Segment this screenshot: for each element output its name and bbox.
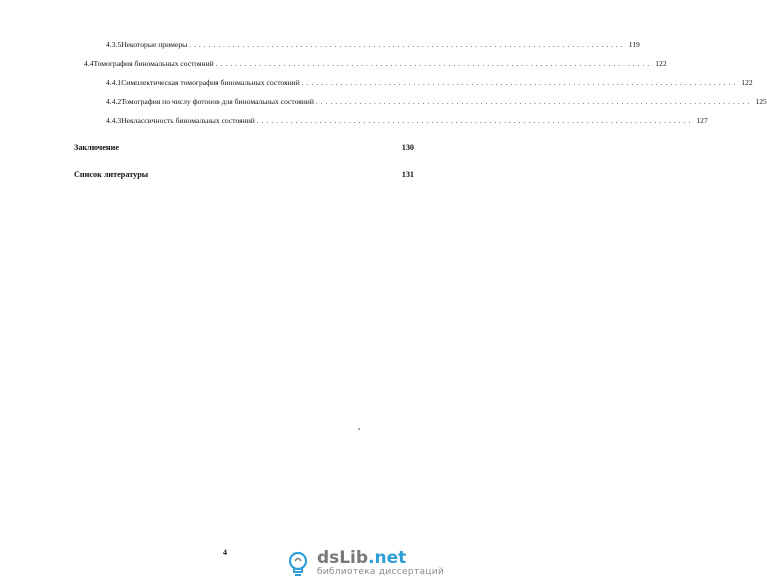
dslib-watermark[interactable] xyxy=(284,550,444,578)
watermark-tagline: библиотека диссертаций xyxy=(316,567,444,577)
toc-entry-number: 4.4.2 xyxy=(106,97,122,106)
toc-entry-title: Некоторые примеры xyxy=(121,40,188,49)
toc-chapter-references[interactable] xyxy=(74,170,414,180)
toc-chapter-conclusion[interactable] xyxy=(74,143,414,153)
toc-entry-4-4-1[interactable] xyxy=(106,78,753,88)
dot-leader: .......................................................................................... xyxy=(256,117,694,125)
watermark-brand xyxy=(317,550,406,567)
toc-entry-4-4-3[interactable] xyxy=(106,116,708,126)
toc-entry-number: 4.4.1 xyxy=(106,78,122,87)
page-number: 4 xyxy=(223,548,227,557)
toc-chapter-title: Заключение xyxy=(74,143,119,152)
watermark-brand-suffix: .net xyxy=(368,548,407,568)
toc-entry-4-3-5[interactable] xyxy=(106,40,640,50)
toc-entry-title: Неклассичность биномальных состояний xyxy=(121,116,255,125)
scan-speck xyxy=(358,428,360,430)
toc-entry-4-4[interactable] xyxy=(84,59,667,69)
toc-entry-number: 4.4.3 xyxy=(106,116,122,125)
toc-entry-page: 125 xyxy=(755,97,767,106)
toc-entry-page: 127 xyxy=(696,116,708,125)
dot-leader: .......................................................................................... xyxy=(215,60,653,68)
toc-entry-page: 119 xyxy=(628,40,640,49)
toc-entry-number: 4.3.5 xyxy=(106,40,122,49)
toc-entry-page: 122 xyxy=(655,59,667,68)
toc-chapter-title: Список литературы xyxy=(74,170,149,179)
toc-chapter-page: 131 xyxy=(401,170,414,179)
dot-leader: .......................................................................................... xyxy=(315,98,753,106)
toc-entry-number: 4.4 xyxy=(84,59,94,68)
watermark-brand-prefix: dsLib xyxy=(316,548,369,568)
toc-chapter-page: 130 xyxy=(401,143,414,152)
lightbulb-icon xyxy=(284,550,312,578)
toc-entry-page: 122 xyxy=(741,78,753,87)
toc-entry-title: Томография по числу фотонов для биномальных состояний xyxy=(121,97,314,106)
toc-entry-title: Симплектическая томография биномальных состояний xyxy=(121,78,300,87)
dot-leader: .......................................................................................... xyxy=(189,41,626,49)
toc-entry-4-4-2[interactable] xyxy=(106,97,767,107)
dot-leader: .......................................................................................... xyxy=(301,79,739,87)
toc-entry-title: Томография биномальных состояний xyxy=(93,59,214,68)
